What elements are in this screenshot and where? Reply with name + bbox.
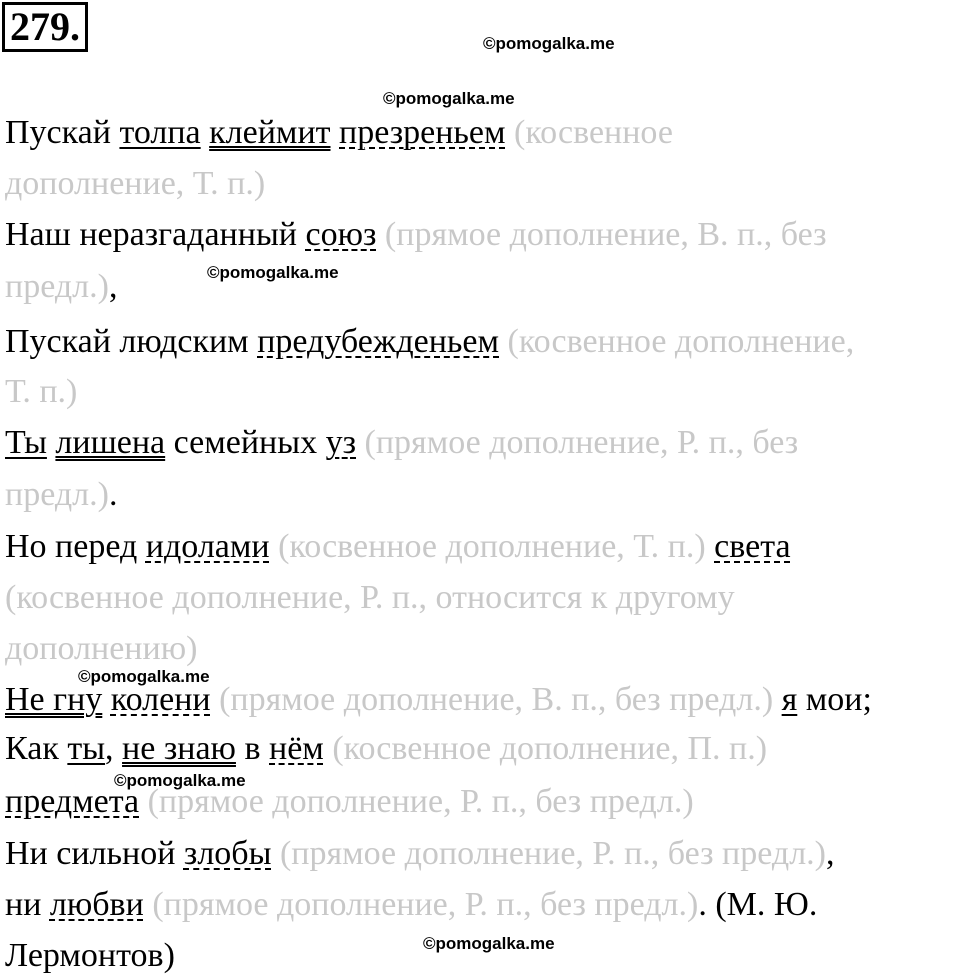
grammar-note: (косвенное: [514, 114, 673, 151]
grammar-note: (прямое дополнение, Р. п., без предл.): [152, 886, 699, 923]
object: союз: [305, 216, 377, 253]
watermark: ©pomogalka.me: [383, 89, 515, 108]
grammar-note: дополнение, Т. п.): [5, 165, 266, 202]
object: света: [714, 528, 791, 565]
text-line-13: Как ты, не знаю в нём (косвенное дополнение, П. п.): [5, 730, 768, 767]
text-line-7: Ты лишена семейных уз (прямое дополнение, Р. п., без: [5, 424, 799, 461]
text-line-16: ни любви (прямое дополнение, Р. п., без предл.). (М. Ю.: [5, 886, 818, 923]
grammar-note: (косвенное дополнение,: [507, 323, 855, 360]
object: презреньем: [339, 114, 506, 151]
predicate: лишена: [55, 424, 166, 461]
object: уз: [325, 424, 357, 461]
text-line-14: [5, 782, 960, 822]
watermark: ©pomogalka.me: [423, 934, 555, 953]
text-line-9: Но перед идолами (косвенное дополнение, Т. п.) света: [5, 528, 791, 565]
text-line-3: Наш неразгаданный союз (прямое дополнение, В. п., без: [5, 216, 827, 253]
text-line-4: предл.),: [5, 268, 118, 305]
text-line-15: Ни сильной злобы (прямое дополнение, Р. п., без предл.),: [5, 835, 835, 872]
object: нём: [269, 730, 324, 767]
predicate: Не гну: [5, 681, 103, 718]
grammar-note: предл.): [5, 268, 109, 305]
subject: ты: [67, 730, 106, 767]
grammar-note: (косвенное дополнение, Т. п.): [278, 528, 706, 565]
subject: Ты: [5, 424, 47, 461]
predicate: не знаю: [122, 730, 236, 767]
object: колени: [110, 681, 211, 718]
text-line-5: Пускай людским предубежденьем (косвенное дополнение,: [5, 323, 855, 360]
grammar-note: (косвенное дополнение, Р. п., относится к другому: [5, 579, 735, 616]
grammar-note: предл.): [5, 476, 109, 513]
grammar-note: (прямое дополнение, В. п., без: [384, 216, 827, 253]
grammar-note: (прямое дополнение, Р. п., без предл.): [147, 783, 694, 820]
grammar-note: (прямое дополнение, Р. п., без: [364, 424, 799, 461]
text-line-1: Пускай толпа клеймит презреньем (косвенное: [5, 114, 673, 151]
watermark: ©pomogalka.me: [78, 667, 210, 686]
text-line-17: [5, 936, 960, 976]
object: любви: [49, 886, 144, 923]
text-line-11: [5, 629, 960, 669]
subject: я: [781, 681, 798, 718]
text-line-10: [5, 578, 960, 618]
object: предубежденьем: [257, 323, 500, 360]
grammar-note: (прямое дополнение, В. п., без предл.): [219, 681, 774, 718]
grammar-note: (прямое дополнение, Р. п., без предл.): [279, 835, 826, 872]
watermark: ©pomogalka.me: [483, 34, 615, 53]
text-line-2: [5, 164, 960, 204]
watermark: ©pomogalka.me: [114, 771, 246, 790]
text-line-6: [5, 372, 960, 412]
watermark: ©pomogalka.me: [207, 263, 339, 282]
text-line-8: предл.).: [5, 476, 118, 513]
grammar-note: (косвенное дополнение, П. п.): [332, 730, 768, 767]
text-line-12: Не гну колени (прямое дополнение, В. п., без предл.) я мои;: [5, 681, 872, 718]
object: идолами: [145, 528, 270, 565]
grammar-note: Т. п.): [5, 373, 78, 410]
object: злобы: [183, 835, 272, 872]
subject: толпа: [119, 114, 201, 151]
object: предмета: [5, 783, 140, 820]
predicate: клеймит: [209, 114, 331, 151]
author-name: Лермонтов): [5, 937, 175, 974]
grammar-note: дополнению): [5, 630, 198, 667]
exercise-number: 279.: [2, 2, 88, 52]
